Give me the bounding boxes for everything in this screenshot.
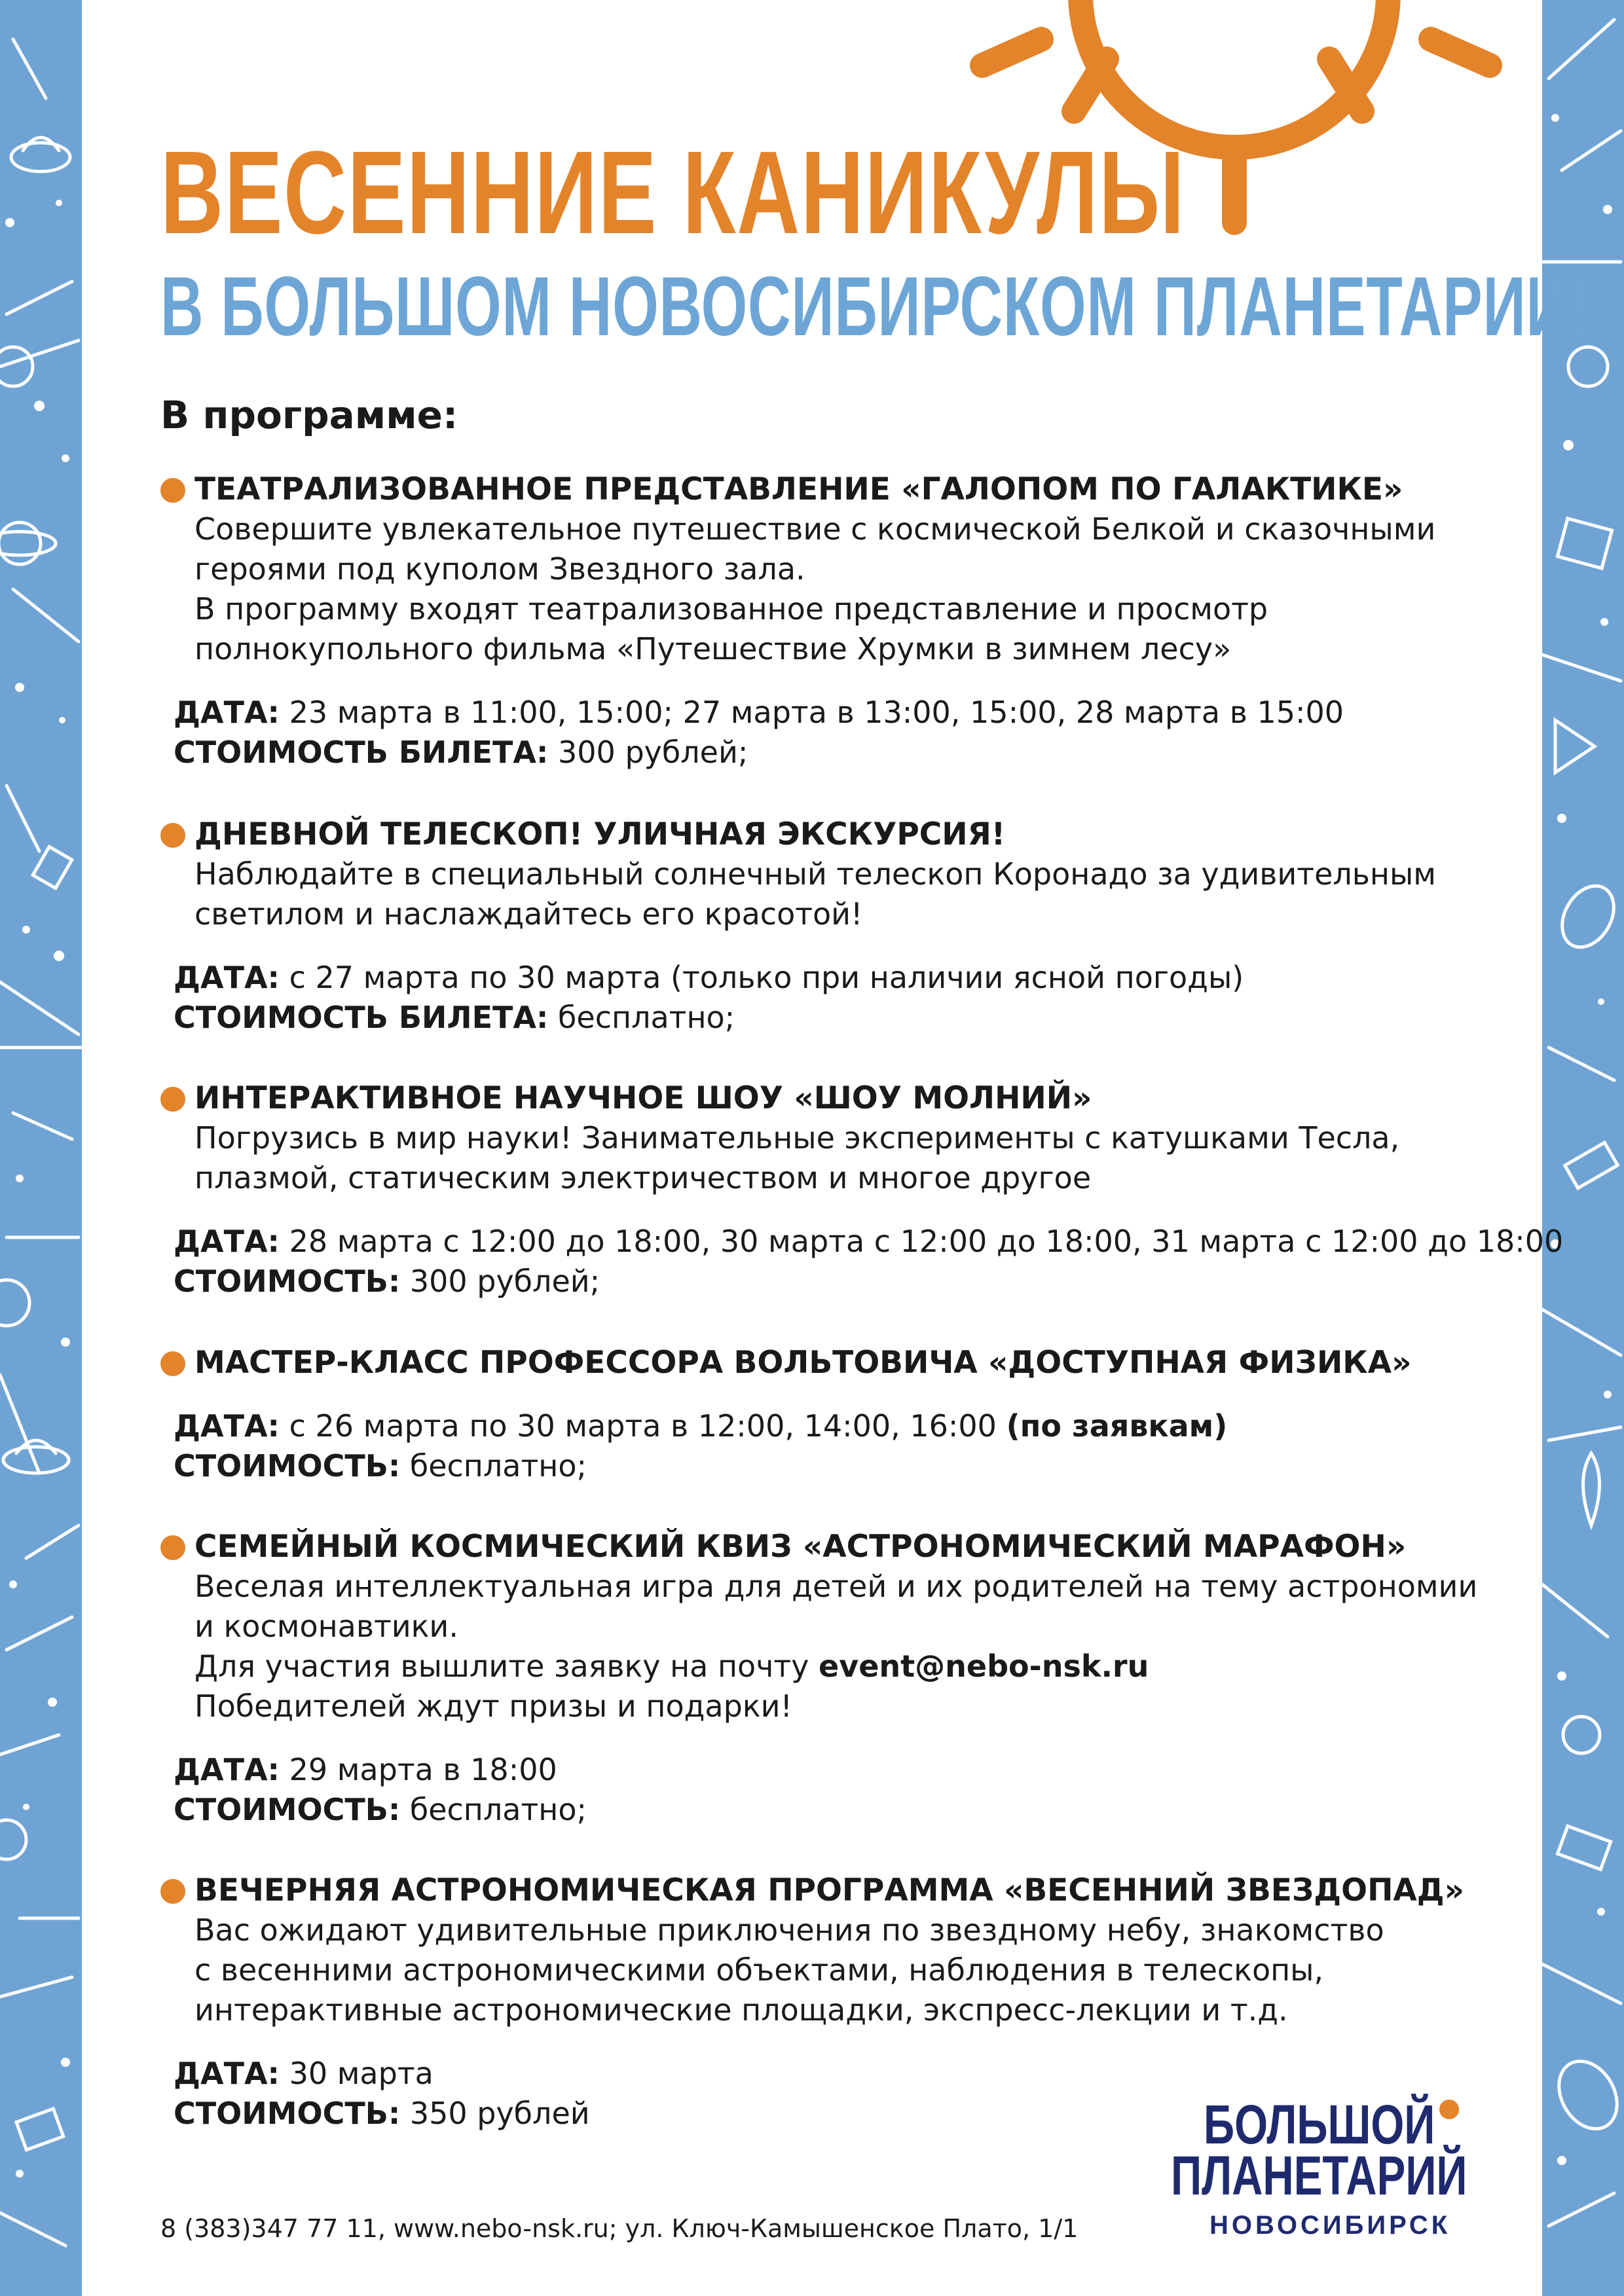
event-description: интерактивные астрономические площадки, экспресс-лекции и т.д. (194, 1992, 1288, 2028)
event-title (160, 470, 1522, 509)
date-value: 30 марта (279, 2056, 434, 2091)
event-description: Победителей ждут призы и подарки! (194, 1688, 792, 1724)
event-title-text: ДНЕВНОЙ ТЕЛЕСКОП! УЛИЧНАЯ ЭКСКУРСИЯ! (194, 816, 1006, 852)
footer-contact: 8 (383)347 77 11, www.nebo-nsk.ru; ул. Ключ-Камышенское Плато, 1/1 (160, 2214, 1079, 2243)
event-description: Веселая интеллектуальная игра для детей и их родителей на тему астрономии (194, 1569, 1478, 1604)
price-label: СТОИМОСТЬ: (174, 1264, 401, 1299)
price-value: 300 рублей; (548, 735, 748, 770)
event-2 (160, 815, 1522, 1038)
event-meta (160, 693, 1522, 773)
planetarium-logo (1166, 2094, 1480, 2240)
space-doodles-left (0, 0, 82, 2296)
logo-line1: БОЛЬШОЙ (1204, 2094, 1435, 2155)
date-label: ДАТА: (174, 960, 280, 995)
date-label: ДАТА: (174, 2056, 280, 2091)
email-prefix: Для участия вышлите заявку на почту (194, 1649, 819, 1684)
bullet-dot-icon (160, 823, 185, 848)
event-1 (160, 470, 1522, 773)
event-title-text: ТЕАТРАЛИЗОВАННОЕ ПРЕДСТАВЛЕНИЕ «ГАЛОПОМ ПО ГАЛАКТИКЕ» (194, 471, 1403, 507)
logo-line2: ПЛАНЕТАРИЙ (1171, 2145, 1467, 2206)
price-value: бесплатно; (400, 1792, 587, 1827)
event-description: полнокупольного фильма «Путешествие Хрумки в зимнем лесу» (194, 631, 1232, 666)
date-label: ДАТА: (174, 1408, 280, 1444)
moon-icon (1439, 2100, 1459, 2119)
program-heading: В программе: (160, 393, 458, 437)
price-label: СТОИМОСТЬ БИЛЕТА: (174, 1000, 549, 1035)
date-label: ДАТА: (174, 695, 280, 730)
bullet-dot-icon (160, 1351, 185, 1376)
event-title (160, 1343, 1522, 1383)
date-label: ДАТА: (174, 1752, 280, 1787)
event-meta (160, 1406, 1522, 1486)
logo-city: НОВОСИБИРСК (1209, 2211, 1451, 2240)
date-value: 29 марта в 18:00 (279, 1752, 557, 1787)
date-value: 23 марта в 11:00, 15:00; 27 марта в 13:00, 15:00, 28 марта в 15:00 (279, 695, 1344, 730)
event-description: Наблюдайте в специальный солнечный телескоп Коронадо за удивительным (194, 856, 1436, 892)
event-description: Погрузись в мир науки! Занимательные эксперименты с катушками Тесла, (194, 1120, 1400, 1156)
bullet-dot-icon (160, 1087, 185, 1112)
price-value: бесплатно; (548, 1000, 735, 1035)
event-title (160, 1527, 1522, 1567)
event-description: плазмой, статическим электричеством и многое другое (194, 1160, 1092, 1195)
event-title (160, 815, 1522, 854)
event-title-text: ИНТЕРАКТИВНОЕ НАУЧНОЕ ШОУ «ШОУ МОЛНИЙ» (194, 1080, 1092, 1116)
event-meta (160, 958, 1522, 1038)
date-value: 28 марта с 12:00 до 18:00, 30 марта с 12:00 до 18:00, 31 марта с 12:00 до 18:00 (279, 1224, 1564, 1259)
event-description: светилом и наслаждайтесь его красотой! (194, 896, 863, 932)
subtitle: В БОЛЬШОМ НОВОСИБИРСКОМ ПЛАНЕТАРИИ! (160, 260, 1590, 354)
event-description: Совершите увлекательное путешествие с космической Белкой и сказочными (194, 511, 1436, 547)
bullet-dot-icon (160, 478, 185, 503)
bullet-dot-icon (160, 1535, 185, 1560)
email-link[interactable]: event@nebo-nsk.ru (819, 1649, 1149, 1684)
event-title-text: МАСТЕР-КЛАСС ПРОФЕССОРА ВОЛЬТОВИЧА «ДОСТУПНАЯ ФИЗИКА» (194, 1345, 1412, 1381)
event-title-text: ВЕЧЕРНЯЯ АСТРОНОМИЧЕСКАЯ ПРОГРАММА «ВЕСЕННИЙ ЗВЕЗДОПАД» (194, 1872, 1465, 1908)
event-title (160, 1871, 1522, 1910)
price-label: СТОИМОСТЬ БИЛЕТА: (174, 735, 549, 770)
date-note: (по заявкам) (1006, 1408, 1228, 1444)
event-title-text: СЕМЕЙНЫЙ КОСМИЧЕСКИЙ КВИЗ «АСТРОНОМИЧЕСКИЙ МАРАФОН» (194, 1529, 1407, 1565)
event-4 (160, 1343, 1522, 1486)
price-label: СТОИМОСТЬ: (174, 1448, 401, 1484)
left-decorative-border (0, 0, 82, 2296)
event-meta (160, 1222, 1564, 1302)
bullet-dot-icon (160, 1879, 185, 1904)
event-description (160, 1647, 1522, 1686)
date-value: с 26 марта по 30 марта в 12:00, 14:00, 16:00 (279, 1408, 1006, 1444)
event-description: героями под куполом Звездного зала. (194, 551, 805, 587)
date-label: ДАТА: (174, 1224, 280, 1259)
price-value: бесплатно; (400, 1448, 587, 1484)
price-label: СТОИМОСТЬ: (174, 2096, 401, 2131)
price-value: 300 рублей; (400, 1264, 600, 1299)
price-label: СТОИМОСТЬ: (174, 1792, 401, 1827)
main-title: ВЕСЕННИЕ КАНИКУЛЫ (160, 127, 1185, 259)
event-meta (160, 1750, 1522, 1830)
event-description: Вас ожидают удивительные приключения по звездному небу, знакомство (194, 1912, 1384, 1948)
event-title (160, 1079, 1522, 1118)
event-description: В программу входят театрализованное представление и просмотр (194, 591, 1268, 627)
event-3 (160, 1079, 1564, 1302)
price-value: 350 рублей (400, 2096, 590, 2131)
event-description: и космонавтики. (194, 1609, 458, 1644)
date-value: с 27 марта по 30 марта (только при наличии ясной погоды) (279, 960, 1244, 995)
event-5 (160, 1527, 1522, 1830)
event-description: с весенними астрономическими объектами, наблюдения в телескопы, (194, 1952, 1324, 1988)
